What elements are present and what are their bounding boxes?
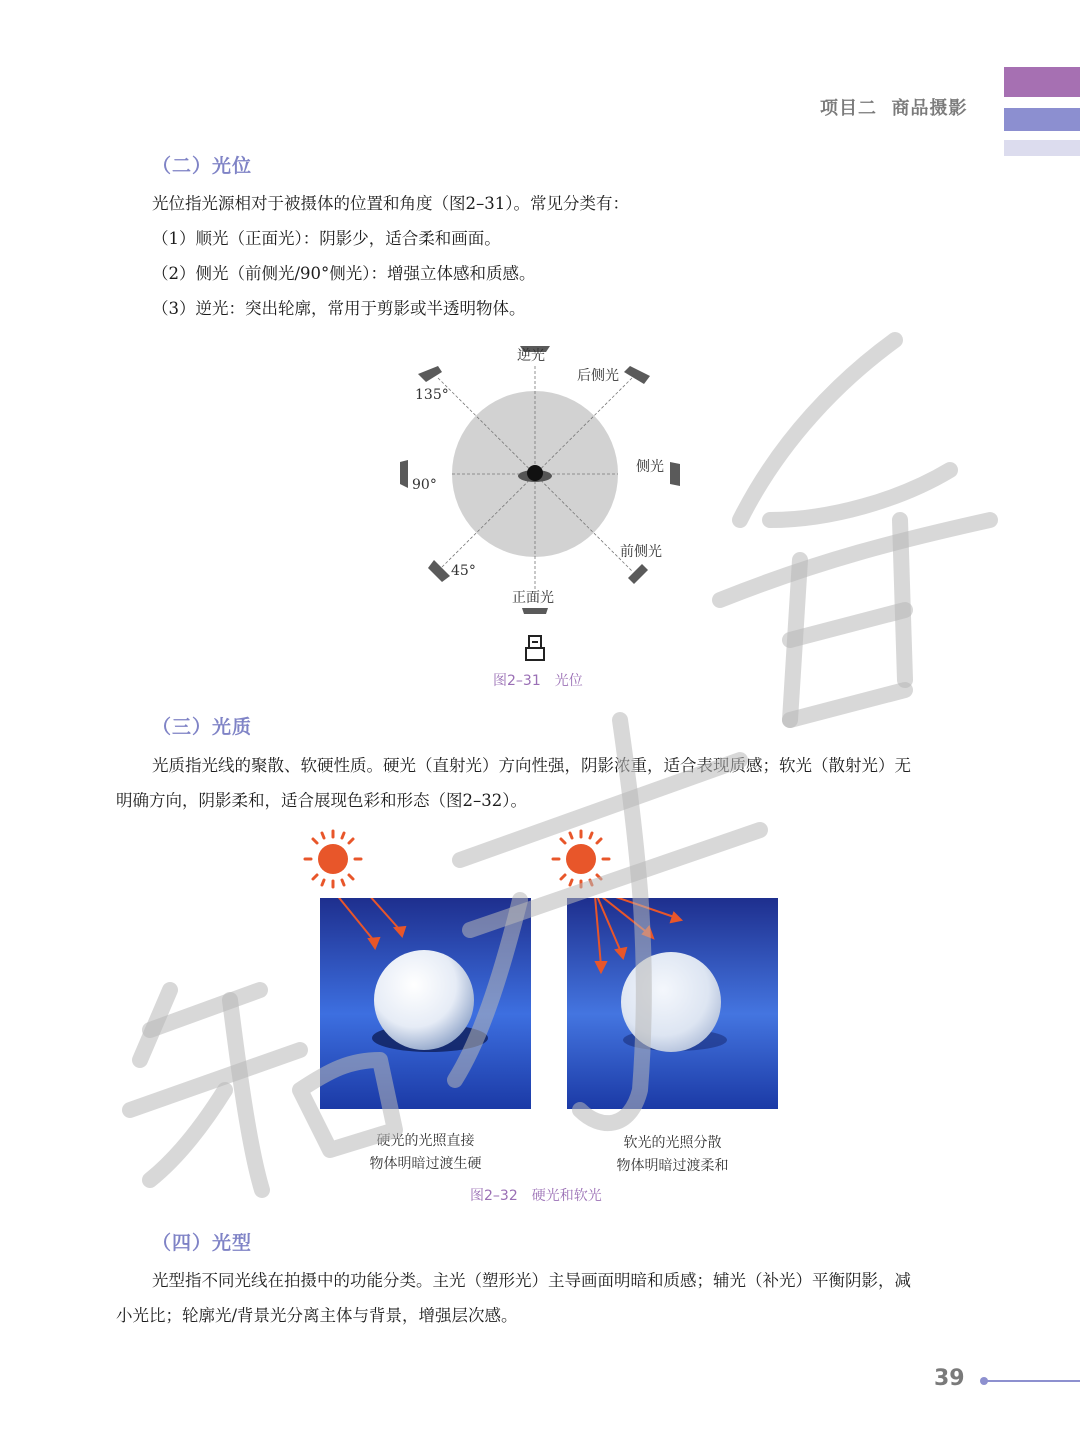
label-90-degree: 90° (412, 477, 437, 493)
list-item: （2）侧光（前侧光/90°侧光）：增强立体感和质感。 (152, 264, 536, 283)
page-number: 39 (934, 1366, 965, 1391)
caption-line: 硬光的光照直接 (376, 1133, 475, 1149)
lamp-rear-side-icon (624, 366, 650, 384)
label-rear-side-light: 后侧光 (577, 368, 619, 384)
label-back-light: 逆光 (517, 348, 545, 364)
caption-line: 软光的光照分散 (623, 1135, 722, 1151)
caption-line: 物体明暗过渡生硬 (369, 1156, 482, 1172)
lamp-front-icon (522, 608, 548, 614)
list-item: （3）逆光：突出轮廓，常用于剪影或半透明物体。 (152, 299, 526, 318)
header-tab-bar-top (1004, 67, 1080, 97)
subject-object (527, 465, 543, 481)
label-135-degree: 135° (415, 387, 449, 403)
lamp-90-icon (400, 460, 408, 488)
hard-light-photo (320, 898, 531, 1109)
lamp-side-icon (670, 462, 680, 486)
soft-light-caption (567, 1132, 778, 1178)
label-45-degree: 45° (451, 563, 476, 579)
page-number-rule (987, 1380, 1080, 1382)
header-tab-bar-bottom (1004, 140, 1080, 156)
running-header: 项目二 商品摄影 (820, 98, 968, 119)
section-heading-light-quality: （三）光质 (152, 716, 253, 738)
paragraph-line: 光型指不同光线在拍摄中的功能分类。主光（塑形光）主导画面明暗和质感；辅光（补光）平衡阴影，减 (152, 1271, 911, 1290)
paragraph-line: 小光比；轮廓光/背景光分离主体与背景，增强层次感。 (116, 1306, 518, 1325)
lamp-front-side-icon (628, 564, 648, 584)
section-heading-light-position: （二）光位 (152, 155, 253, 177)
section-intro-light-position: 光位指光源相对于被摄体的位置和角度（图2–31）。常见分类有： (152, 194, 629, 213)
label-front-side-light: 前侧光 (620, 544, 662, 560)
lamp-135-icon (418, 366, 442, 382)
lamp-45-icon (428, 560, 450, 582)
section-heading-light-type: （四）光型 (152, 1232, 253, 1254)
label-side-light: 侧光 (636, 459, 664, 475)
paragraph-light-quality (116, 748, 972, 818)
paragraph-line: 光质指光线的聚散、软硬性质。硬光（直射光）方向性强，阴影浓重，适合表现质感；软光（散射光）无 (152, 756, 911, 775)
caption-line: 物体明暗过渡柔和 (616, 1158, 729, 1174)
soft-light-sun-icon (548, 826, 628, 906)
list-item: （1）顺光（正面光）：阴影少，适合柔和画面。 (152, 229, 501, 248)
figure-caption-2-32: 图2–32 硬光和软光 (470, 1188, 602, 1204)
header-tab-bar-middle (1004, 108, 1080, 131)
hard-light-caption (320, 1130, 531, 1176)
label-front-light: 正面光 (512, 590, 554, 606)
paragraph-line: 明确方向，阴影柔和，适合展现色彩和形态（图2–32）。 (116, 791, 527, 810)
soft-light-photo (567, 898, 778, 1109)
figure-caption-2-31: 图2–31 光位 (493, 673, 583, 689)
paragraph-light-type (116, 1263, 972, 1333)
